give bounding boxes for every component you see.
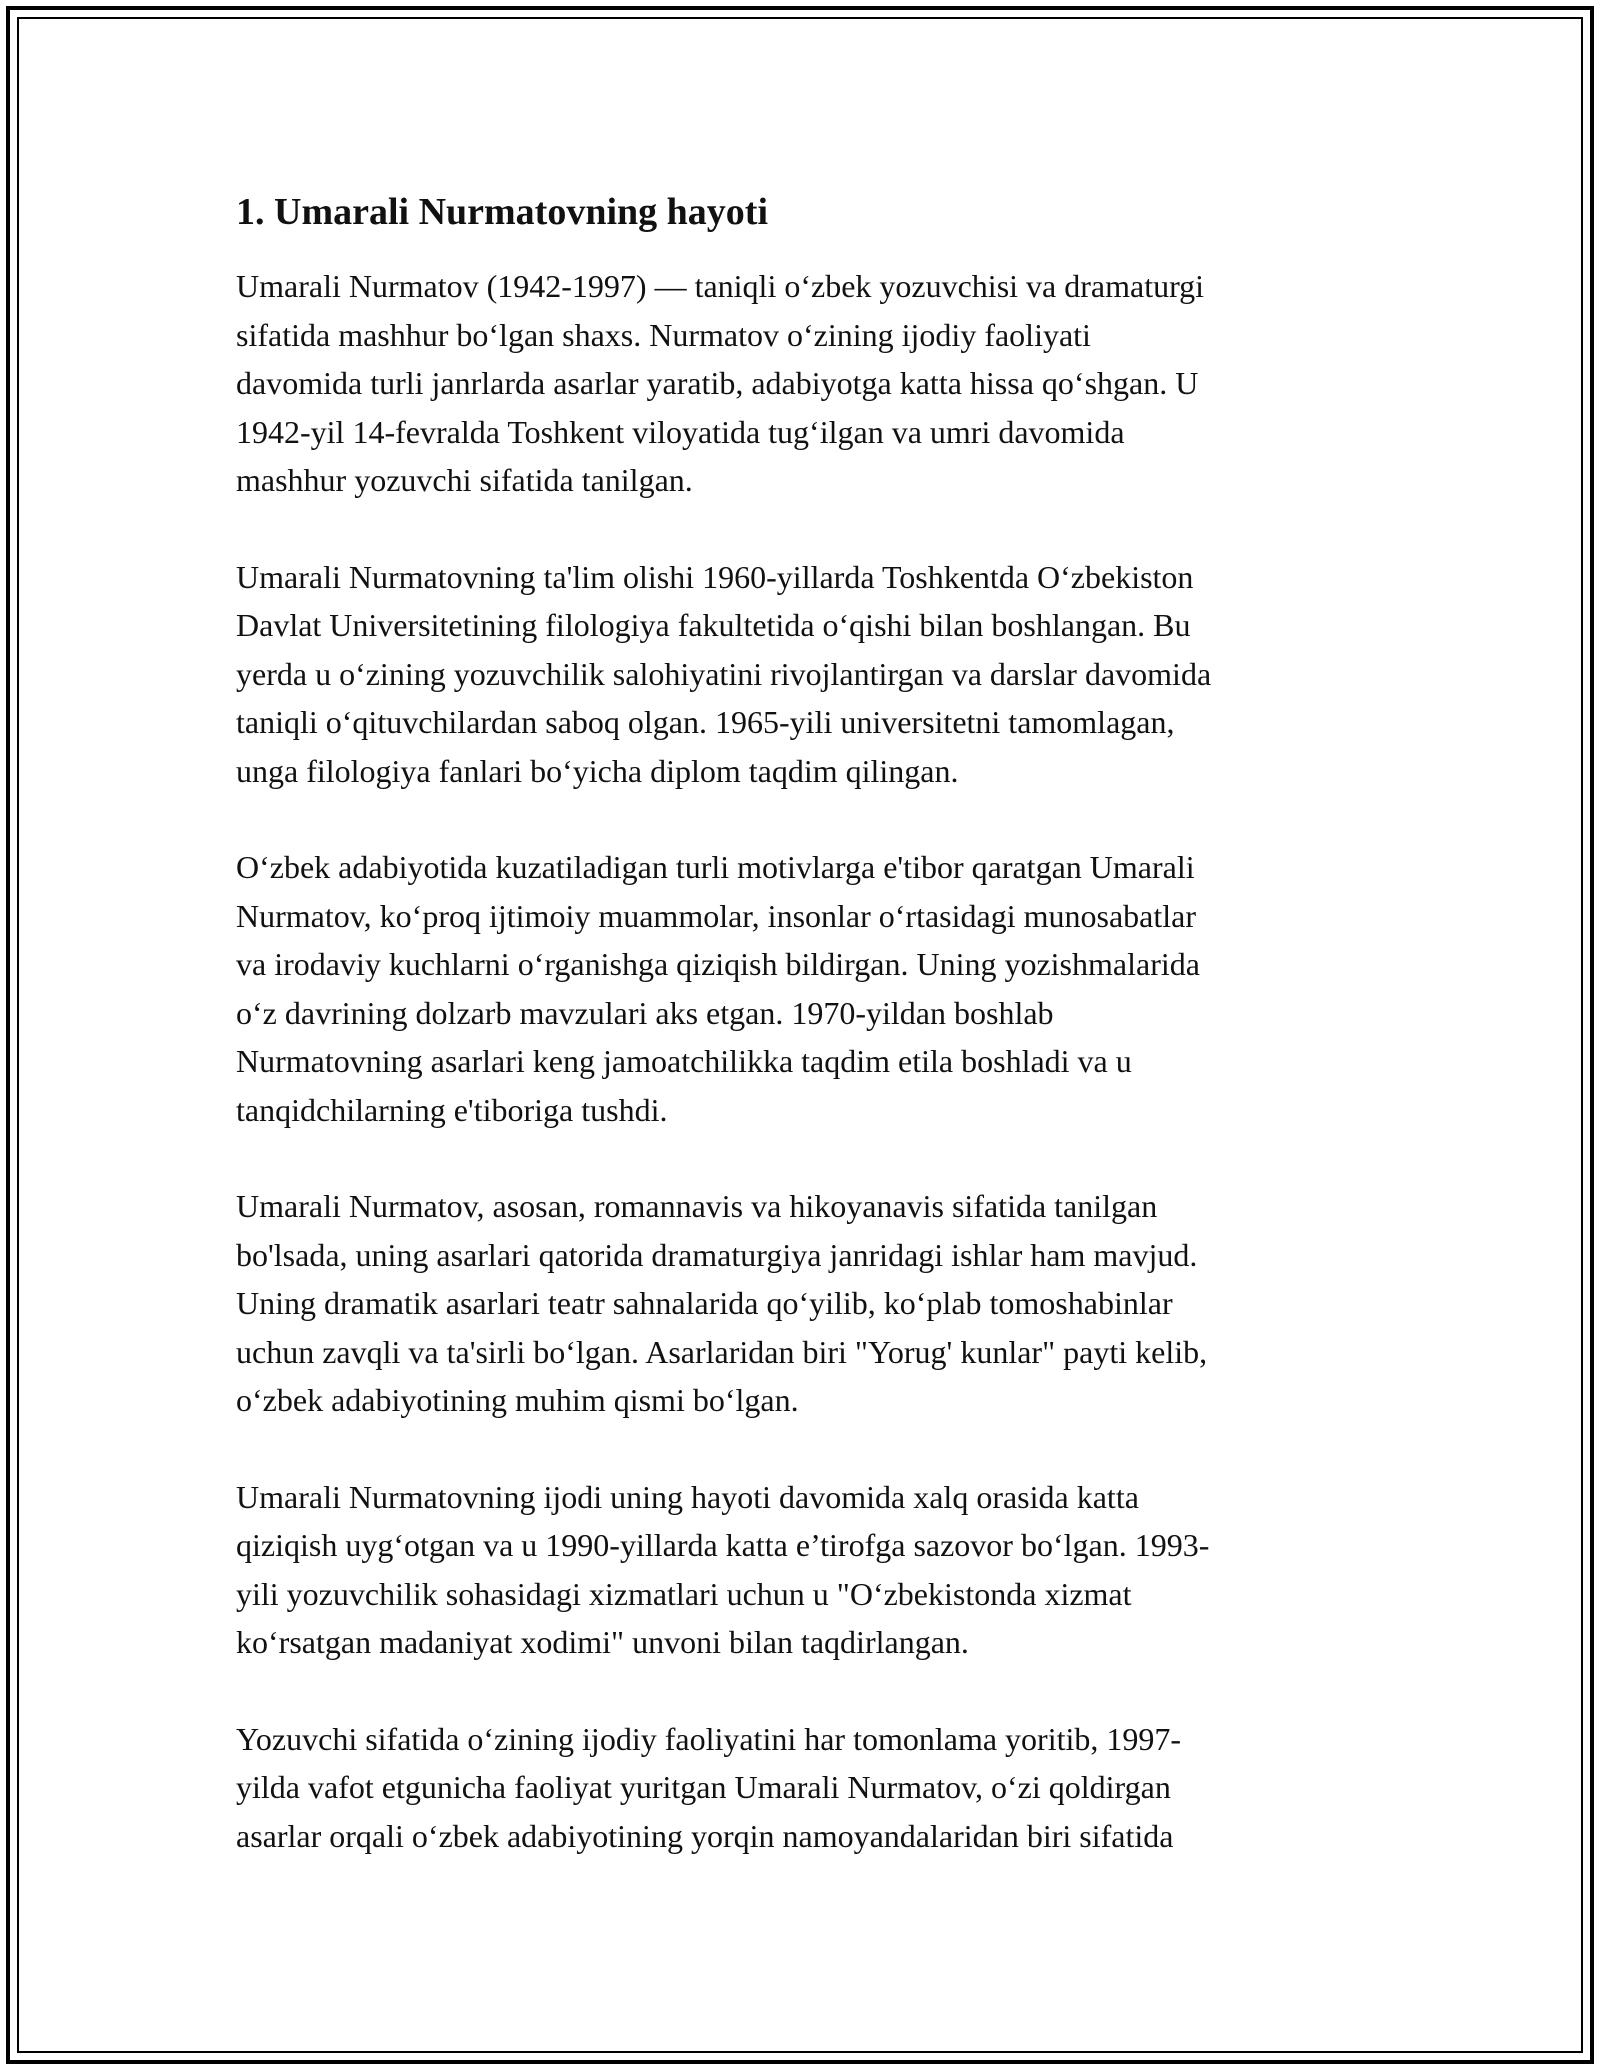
text-line: uchun zavqli va ta'sirli bo‘lgan. Asarlaridan biri "Yorug' kunlar" payti kelib, xyxy=(236,1333,1208,1370)
text-line: yilda vafot etgunicha faoliyat yuritgan Umarali Nurmatov, o‘zi qoldirgan xyxy=(236,1769,1171,1805)
text-line: asarlar orqali o‘zbek adabiyotining yorqin namoyandalaridan biri sifatida xyxy=(236,1817,1174,1854)
text-line: o‘zbek adabiyotining muhim qismi bo‘lgan. xyxy=(236,1382,799,1418)
text-line: Yozuvchi sifatida o‘zining ijodiy faoliyatini har tomonlama yoritib, 1997- xyxy=(236,1720,1182,1757)
text-line: taniqli o‘qituvchilardan saboq olgan. 1965-yili universitetni tamomlagan, xyxy=(236,704,1175,740)
text-line: qiziqish uyg‘otgan va u 1990-yillarda katta e’tirofga sazovor bo‘lgan. 1993- xyxy=(236,1527,1210,1563)
text-line: mashhur yozuvchi sifatida tanilgan. xyxy=(236,462,693,498)
text-line: ko‘rsatgan madaniyat xodimi" unvoni bilan taqdirlangan. xyxy=(236,1624,969,1660)
text-line: Nurmatovning asarlari keng jamoatchilikka taqdim etila boshladi va u xyxy=(236,1043,1132,1079)
paragraph-3 xyxy=(236,843,1366,1134)
text-line: Umarali Nurmatov (1942-1997) — taniqli o‘zbek yozuvchisi va dramaturgi xyxy=(236,268,1205,304)
text-line: tanqidchilarning e'tiboriga tushdi. xyxy=(236,1091,668,1128)
text-line: Nurmatov, ko‘proq ijtimoiy muammolar, insonlar o‘rtasidagi munosabatlar xyxy=(236,897,1196,934)
text-line: sifatida mashhur bo‘lgan shaxs. Nurmatov o‘zining ijodiy faoliyati xyxy=(236,316,1091,353)
text-line: Umarali Nurmatov, asosan, romannavis va hikoyanavis sifatida tanilgan xyxy=(236,1188,1158,1224)
text-line: 1942-yil 14-fevralda Toshkent viloyatida tug‘ilgan va umri davomida xyxy=(236,413,1125,450)
text-line: va irodaviy kuchlarni o‘rganishga qiziqish bildirgan. Uning yozishmalarida xyxy=(236,946,1200,982)
document-page xyxy=(236,188,1366,1908)
text-line: Uning dramatik asarlari teatr sahnalarida qo‘yilib, ko‘plab tomoshabinlar xyxy=(236,1285,1173,1321)
text-line: Umarali Nurmatovning ijodi uning hayoti davomida xalq orasida katta xyxy=(236,1478,1139,1515)
text-line: unga filologiya fanlari bo‘yicha diplom taqdim qilingan. xyxy=(236,752,959,789)
text-line: o‘z davrining dolzarb mavzulari aks etgan. 1970-yildan boshlab xyxy=(236,994,1054,1031)
text-line: O‘zbek adabiyotida kuzatiladigan turli motivlarga e'tibor qaratgan Umarali xyxy=(236,849,1195,885)
paragraph-5 xyxy=(236,1473,1366,1667)
paragraph-6 xyxy=(236,1715,1366,1861)
paragraph-1 xyxy=(236,262,1366,505)
section-heading: 1. Umarali Nurmatovning hayoti xyxy=(236,191,768,233)
text-line: Davlat Universitetining filologiya fakultetida o‘qishi bilan boshlangan. Bu xyxy=(236,607,1191,643)
paragraph-2 xyxy=(236,553,1366,796)
text-line: yerda u o‘zining yozuvchilik salohiyatini rivojlantirgan va darslar davomida xyxy=(236,655,1212,692)
text-line: Umarali Nurmatovning ta'lim olishi 1960-yillarda Toshkentda O‘zbekiston xyxy=(236,558,1194,595)
paragraph-4 xyxy=(236,1182,1366,1425)
text-line: davomida turli janrlarda asarlar yaratib, adabiyotga katta hissa qo‘shgan. U xyxy=(236,365,1199,401)
text-line: yili yozuvchilik sohasidagi xizmatlari uchun u "O‘zbekistonda xizmat xyxy=(236,1575,1132,1612)
text-line: bo'lsada, uning asarlari qatorida dramaturgiya janridagi ishlar ham mavjud. xyxy=(236,1236,1198,1273)
